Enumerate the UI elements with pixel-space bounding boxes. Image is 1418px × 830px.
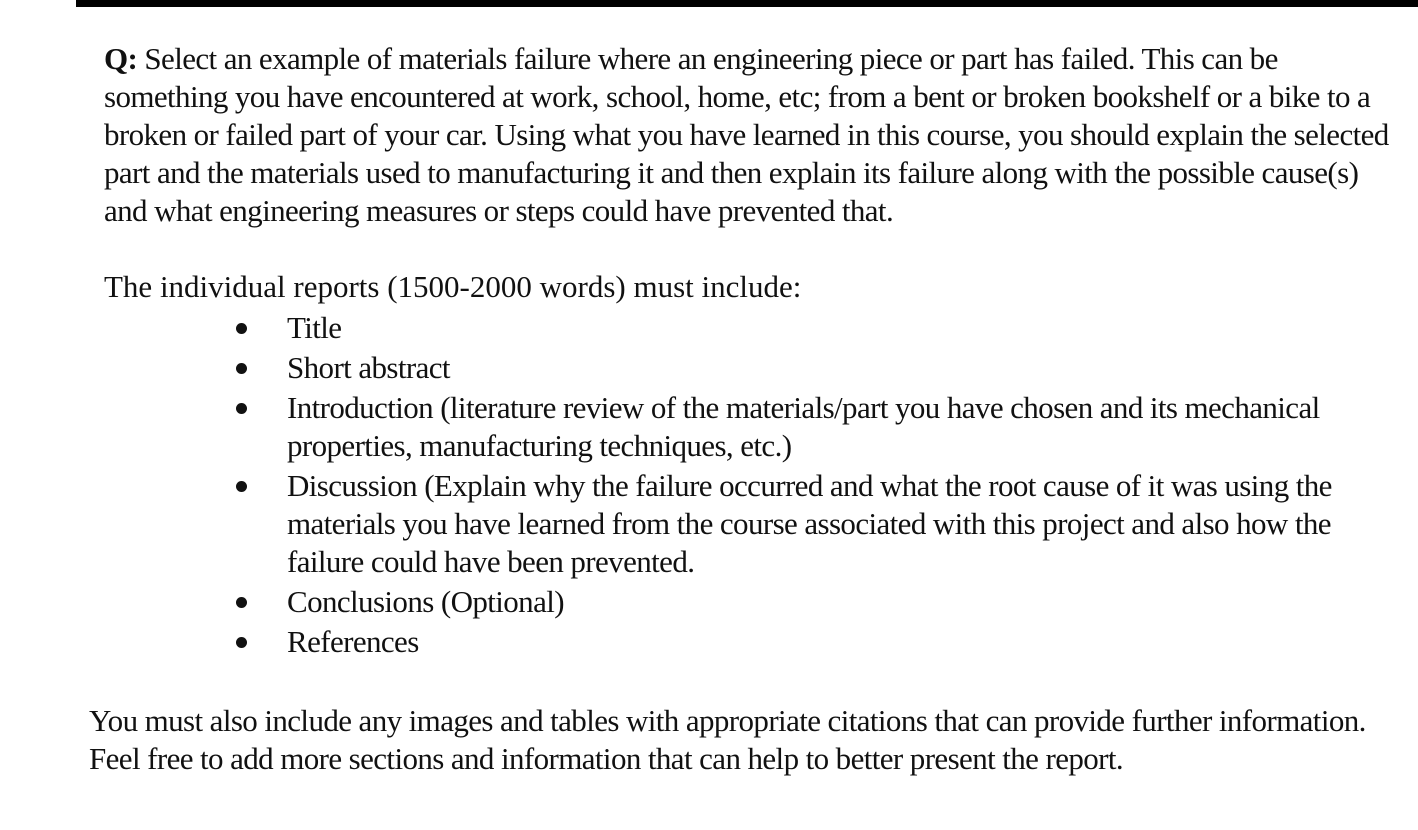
list-item-title [0, 309, 1418, 347]
list-item-text: Title [287, 310, 342, 345]
bullet-icon [236, 637, 247, 648]
list-item-text: Short abstract [287, 350, 450, 385]
list-item-text: References [287, 624, 419, 659]
list-item-text: Conclusions (Optional) [287, 584, 564, 619]
question-text: Select an example of materials failure where an engineering piece or part has failed. This can be something you have encountered at work, school, home, etc; from a bent or broken bookshelf or a bike to a broken or failed part of your car. Using what you have learned in this course, you should explain the selected part and the materials used to manufacturing it and then explain its failure along with the possible cause(s) and what engineering measures or steps could have prevented that. [104, 41, 1389, 228]
closing-paragraph: You must also include any images and tables with appropriate citations that can provide further information. Feel free to add more sections and information that can help to better present the report. [89, 703, 1366, 776]
top-border-bar [76, 0, 1418, 7]
bullet-icon [236, 323, 247, 334]
list-item-abstract [0, 349, 1418, 387]
bullet-icon [236, 363, 247, 374]
bullet-icon [236, 597, 247, 608]
question-paragraph [104, 40, 1404, 230]
bullet-icon [236, 403, 247, 414]
list-item-text: Discussion (Explain why the failure occurred and what the root cause of it was using the materials you have learned from the course associated with this project and also how the failure could have been prevented. [287, 468, 1332, 579]
list-item-references [0, 623, 1418, 661]
report-requirements-list [0, 309, 1418, 663]
report-requirements-intro: The individual reports (1500-2000 words) must include: [104, 269, 802, 304]
list-item-text: Introduction (literature review of the materials/part you have chosen and its mechanical properties, manufacturing techniques, etc.) [287, 390, 1320, 463]
bullet-icon [236, 481, 247, 492]
list-item-discussion [0, 467, 1418, 581]
question-label: Q: [104, 41, 138, 76]
list-item-conclusions [0, 583, 1418, 621]
list-item-introduction [0, 389, 1418, 465]
